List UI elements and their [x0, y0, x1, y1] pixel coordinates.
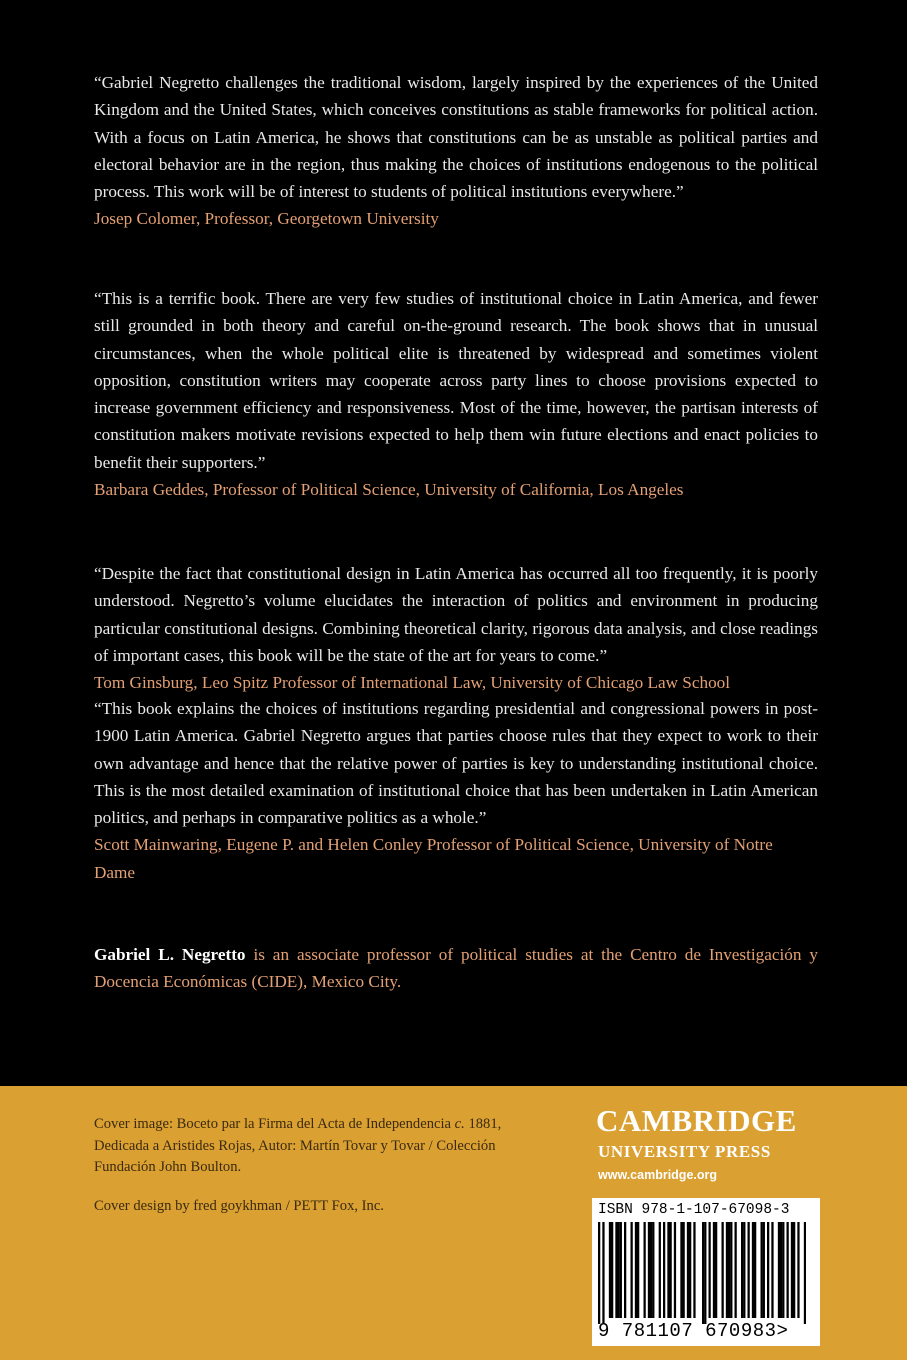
barcode-bar [631, 1222, 633, 1318]
barcode-bar [652, 1222, 654, 1318]
endorsement-quote [94, 69, 818, 233]
barcode-digits [598, 1320, 818, 1342]
barcode-bar [680, 1222, 682, 1318]
author-bio-text: is an associate professor of political studies at the Centro de Investigación y Docencia Económicas (CIDE), Mexico City. [94, 945, 818, 992]
publisher-url: www.cambridge.org [598, 1168, 718, 1182]
author-bio [94, 941, 818, 996]
barcode-bar [618, 1222, 620, 1318]
quote-attribution: Barbara Geddes, Professor of Political Science, University of California, Los Angeles [94, 480, 684, 500]
barcode-bar [752, 1222, 754, 1318]
barcode-bar [674, 1222, 676, 1318]
author-name: Gabriel L. Negretto [94, 945, 246, 964]
barcode-bar [650, 1222, 652, 1318]
barcode-number: 9 781107 670983 [598, 1320, 777, 1342]
endorsement-quote [94, 560, 818, 696]
barcode-bar [704, 1222, 706, 1324]
barcode-bar [763, 1222, 765, 1318]
barcode-bar [637, 1222, 639, 1318]
barcode-bar [767, 1222, 769, 1318]
credit-text-rest: 1881, Dedicada a Aristides Rojas, Autor: Martín Tovar y Tovar / Colección Fundación John Boulton. [94, 1116, 502, 1175]
barcode-bar [667, 1222, 669, 1318]
barcode-bar [735, 1222, 737, 1318]
barcode-bar [754, 1222, 756, 1318]
quote-attribution: Scott Mainwaring, Eugene P. and Helen Conley Professor of Political Science, University of Notre Dame [94, 835, 773, 882]
barcode-bar [730, 1222, 732, 1318]
barcode-bar [726, 1222, 728, 1318]
barcode-bar [615, 1222, 617, 1318]
publisher-logo-subtitle: UNIVERSITY PRESS [598, 1142, 771, 1161]
barcode-bar [687, 1222, 689, 1318]
barcode-bar [624, 1222, 626, 1318]
endorsement-quote [94, 695, 818, 886]
barcode-bar [743, 1222, 745, 1318]
isbn-label: ISBN 978-1-107-67098-3 [598, 1202, 790, 1218]
barcode-bar [648, 1222, 650, 1318]
barcode-bar [659, 1222, 661, 1318]
barcode-arrow: > [776, 1320, 789, 1342]
barcode-bar [797, 1222, 799, 1318]
quote-attribution: Josep Colomer, Professor, Georgetown University [94, 209, 439, 229]
cover-image-credit [94, 1114, 514, 1179]
barcode-bar [670, 1222, 672, 1318]
barcode-bar [598, 1222, 600, 1324]
barcode-bar [702, 1222, 704, 1324]
barcode-bar [791, 1222, 793, 1318]
barcode-bar [635, 1222, 637, 1318]
quote-text: “This book explains the choices of institutions regarding presidential and congressional powers in post-1900 Latin America. Gabriel Negretto argues that parties choose rules that they expect to work to their own advantage and hence that the relative power of parties is key to understanding institutional choice. This is the most detailed examination of institutional choice that has been undertaken in Latin American politics, and perhaps in comparative politics as a whole.” [94, 699, 818, 828]
barcode-bar [611, 1222, 613, 1318]
barcode-bar [771, 1222, 773, 1318]
barcode-icon [598, 1222, 806, 1332]
barcode-bar [778, 1222, 780, 1318]
barcode-bar [663, 1222, 665, 1318]
barcode-bar [693, 1222, 695, 1318]
credit-text: Cover image: Boceto par la Firma del Acta de Independencia [94, 1116, 455, 1132]
barcode-bar [793, 1222, 795, 1318]
barcode-bar [787, 1222, 789, 1318]
barcode-bar [780, 1222, 782, 1318]
barcode-bar [602, 1222, 604, 1324]
credit-circa: c. [454, 1116, 465, 1132]
barcode-bar [741, 1222, 743, 1318]
barcode-bar [689, 1222, 691, 1318]
barcode-bar [683, 1222, 685, 1318]
quote-text: “This is a terrific book. There are very few studies of institutional choice in Latin America, and fewer still grounded in both theory and careful on-the-ground research. The book shows that in unusual circumstances, when the whole political elite is threatened by widespread and sometimes violent opposition, constitution writers may cooperate across party lines to choose provisions expected to increase government efficiency and responsiveness. Most of the time, however, the partisan interests of constitution makers motivate revisions expected to help them win future elections and enact policies to benefit their supporters.” [94, 289, 818, 472]
barcode-bar [709, 1222, 711, 1318]
barcode-bar [713, 1222, 715, 1318]
quote-text: “Despite the fact that constitutional design in Latin America has occurred all too frequently, it is poorly understood. Negretto’s volume elucidates the interaction of politics and environment in producing particular constitutional designs. Combining theoretical clarity, rigorous data analysis, and close readings of important cases, this book will be the state of the art for years to come.” [94, 564, 818, 665]
barcode-bar [620, 1222, 622, 1318]
barcode-bar [782, 1222, 784, 1318]
barcode-bar [728, 1222, 730, 1318]
cover-design-credit: Cover design by fred goykhman / PETT Fox, Inc. [94, 1198, 384, 1214]
barcode-bar [748, 1222, 750, 1318]
endorsement-quote [94, 285, 818, 503]
barcode-bar [609, 1222, 611, 1318]
quote-attribution: Tom Ginsburg, Leo Spitz Professor of International Law, University of Chicago Law School [94, 673, 731, 693]
quote-text: “Gabriel Negretto challenges the traditional wisdom, largely inspired by the experiences of the United Kingdom and the United States, which conceives constitutions as stable frameworks for political action. With a focus on Latin America, he shows that constitutions can be as unstable as political parties and electoral behavior are in the region, thus making the choices of institutions endogenous to the political process. This work will be of interest to students of political institutions everywhere.” [94, 73, 818, 202]
barcode-bar [644, 1222, 646, 1318]
publisher-logo-name: CAMBRIDGE [596, 1103, 797, 1138]
barcode-bar [722, 1222, 724, 1318]
barcode-bar [804, 1222, 806, 1324]
barcode-bar [715, 1222, 717, 1318]
barcode-bar [761, 1222, 763, 1318]
